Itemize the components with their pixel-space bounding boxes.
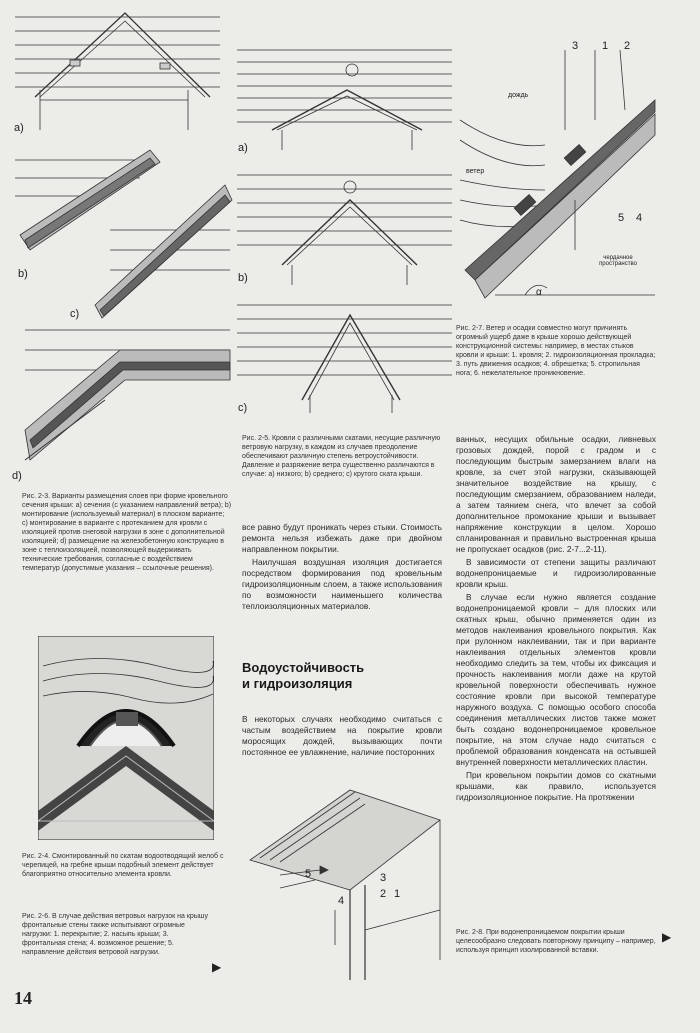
fig-label-right-4: 4 [636, 212, 643, 224]
fig-label-bottom-2: 2 [380, 888, 387, 900]
fig-label-left-b: b) [18, 268, 28, 280]
fig-label-mid-c: c) [238, 402, 248, 414]
fig-label-right-5: 5 [618, 212, 625, 224]
caption-fig-2-3: Рис. 2-3. Варианты размещения слоев при форме кровельного сечения крыши: а) сечения (с указанием направлений ветра); b) монтирование (используемый материал) в плоском варианте; с) монтирование в варианте с протеканием для кровли с изоляцией против снеговой нагрузки в зоне с дополнительной изоляцией; d) размещение на железобетонную конструкцию в зоне с теплоизоляцией, позволяющей выдерживать технические требования, согласные с воздействием температур (допустимые указания – ссылочные решения). [22, 493, 232, 572]
section-heading [242, 660, 442, 692]
right-paragraph-4: При кровельном покрытии домов со скатными крышами, как правило, используется гидроизоляционное покрытие. На протяжении [456, 770, 656, 802]
figure-2-6 [240, 780, 445, 980]
fig-label-bottom-3: 3 [380, 872, 387, 884]
right-paragraph-2: В зависимости от степени защиты различают водонепроницаемые и гидроизолированные кровли крыш. [456, 557, 656, 589]
fig-label-mid-a: a) [238, 142, 248, 154]
angle-label: α [536, 287, 542, 298]
mid-paragraph-2: Наилучшая воздушная изоляция достигается посредством формирования под кровельным гидроизоляционным слоем, а также использования по возможности наименьшего количества теплоизоляционных материалов. [242, 557, 442, 611]
attic-label: чердачное пространство [599, 255, 637, 267]
caption-fig-2-8: Рис. 2-8. При водонепроницаемом покрытии крыши целесообразно следовать повторному принципу – например, используя принцип изолированной вставки. [456, 929, 656, 954]
right-text-block [456, 434, 656, 805]
continue-arrow-right: ▶ [662, 930, 672, 944]
figure-2-3-d [15, 290, 235, 470]
caption-fig-2-7: Рис. 2-7. Ветер и осадки совместно могут причинять огромный ущерб даже в крыше хорошо действующей конструкционной системы: например, в местах стыков кровли и крыши: 1. кровля; 2. гидроизоляционная прокладка; 3. путь движения осадков; 4. обрешетка; 5. стропильная нога; 6. нежелательное проникновение. [456, 325, 656, 377]
right-paragraph-1: ванных, несущих обильные осадки, ливневых грозовых дождей, порой с градом и с последующим быстрым замерзанием влаги на кровле, за счет этой нагрузки, сказывающей значительное воздействие на крышу, с последующим смерзанием, образованием наледи, а затем таянием снега, что влечет за собой дополнительное промокание крыши и вызывает напряжение конструкции в целом. Хорошо спланированная и правильно выстроенная крыша не пропускает осадков (рис. 2-7...2-11). [456, 434, 656, 554]
fig-label-bottom-1: 1 [394, 888, 401, 900]
caption-fig-2-5: Рис. 2-5. Кровли с различными скатами, несущие различную ветровую нагрузку, в каждом из случаев преодоление обеспечивают различную степень ветроустойчивости. Давление и разряжение ветра существенно различаются в случае: а) низкого; b) среднего; с) крутого ската крыши. [242, 435, 441, 478]
heading-line-1: Водоустойчивость [242, 660, 365, 675]
figure-2-4 [38, 636, 214, 840]
caption-fig-2-6: Рис. 2-6. В случае действия ветровых нагрузок на крышу фронтальные стены также испытывают огромные нагрузки: 1. перекрытие; 2. насыпь крыши; 3. фронтальная стена; 4. возможное решение; 5. направление действия ветровой нагрузки. [22, 913, 208, 956]
fig-label-right-1: 1 [602, 40, 609, 52]
fig-label-mid-b: b) [238, 272, 248, 284]
right-paragraph-3: В случае если нужно является создание водонепроницаемой кровли – для плоских или скатных крыш, обычно применяется один из методов наклеивания кровельного покрытия. Как при рулонном наклеивании, так и при варианте наклеивания отдельных элементов кровли необходимо следить за тем, чтобы их фиксация и прочность наклеивания могли даже на крутой кровельной поверхности обеспечивать нужное состояние кровли при высокой температуре наружного воздуха. С помощью особого способа соединения металлических листов также может быть создано водонепроницаемое кровельное покрытие, на этом случае надо считаться с проблемой образования конденсата на остывшей внутренней поверхности металлических пластин. [456, 592, 656, 767]
fig-label-left-a: a) [14, 122, 24, 134]
fig-label-bottom-5: 5 [305, 868, 312, 880]
rain-label: дождь [508, 92, 529, 99]
fig-label-left-d: d) [12, 470, 22, 482]
fig-label-bottom-4: 4 [338, 895, 345, 907]
fig-label-right-2: 2 [624, 40, 631, 52]
figure-2-7 [455, 40, 660, 315]
figure-2-5-c [232, 295, 452, 415]
mid-paragraph-3: В некоторых случаях необходимо считаться с частым воздействием на покрытие кровли моросящих дождей, вызывающих почти постоянное ее увлажнение, наличие посторонних [242, 714, 442, 757]
mid-text-block [242, 522, 442, 614]
figure-2-5-a [232, 40, 452, 160]
figure-2-3-a [10, 5, 220, 130]
page-number: 14 [14, 988, 32, 1008]
fig-label-right-3: 3 [572, 40, 579, 52]
figure-2-5-b [232, 165, 452, 290]
fig-label-left-c: c) [70, 308, 80, 320]
heading-line-2: и гидроизоляция [242, 676, 353, 691]
wind-label: ветер [466, 168, 485, 175]
mid-paragraph-1: все равно будут проникать через стыки. Стоимость ремонта нельзя избежать даже при двойном направленном покрытии. [242, 522, 442, 554]
continue-arrow-left: ▶ [212, 960, 222, 974]
caption-fig-2-4: Рис. 2-4. Смонтированный по скатам водоотводящий желоб с черепицей, на гребне крыши подобный элемент действует благоприятно относительно элемента кровли. [22, 853, 224, 878]
